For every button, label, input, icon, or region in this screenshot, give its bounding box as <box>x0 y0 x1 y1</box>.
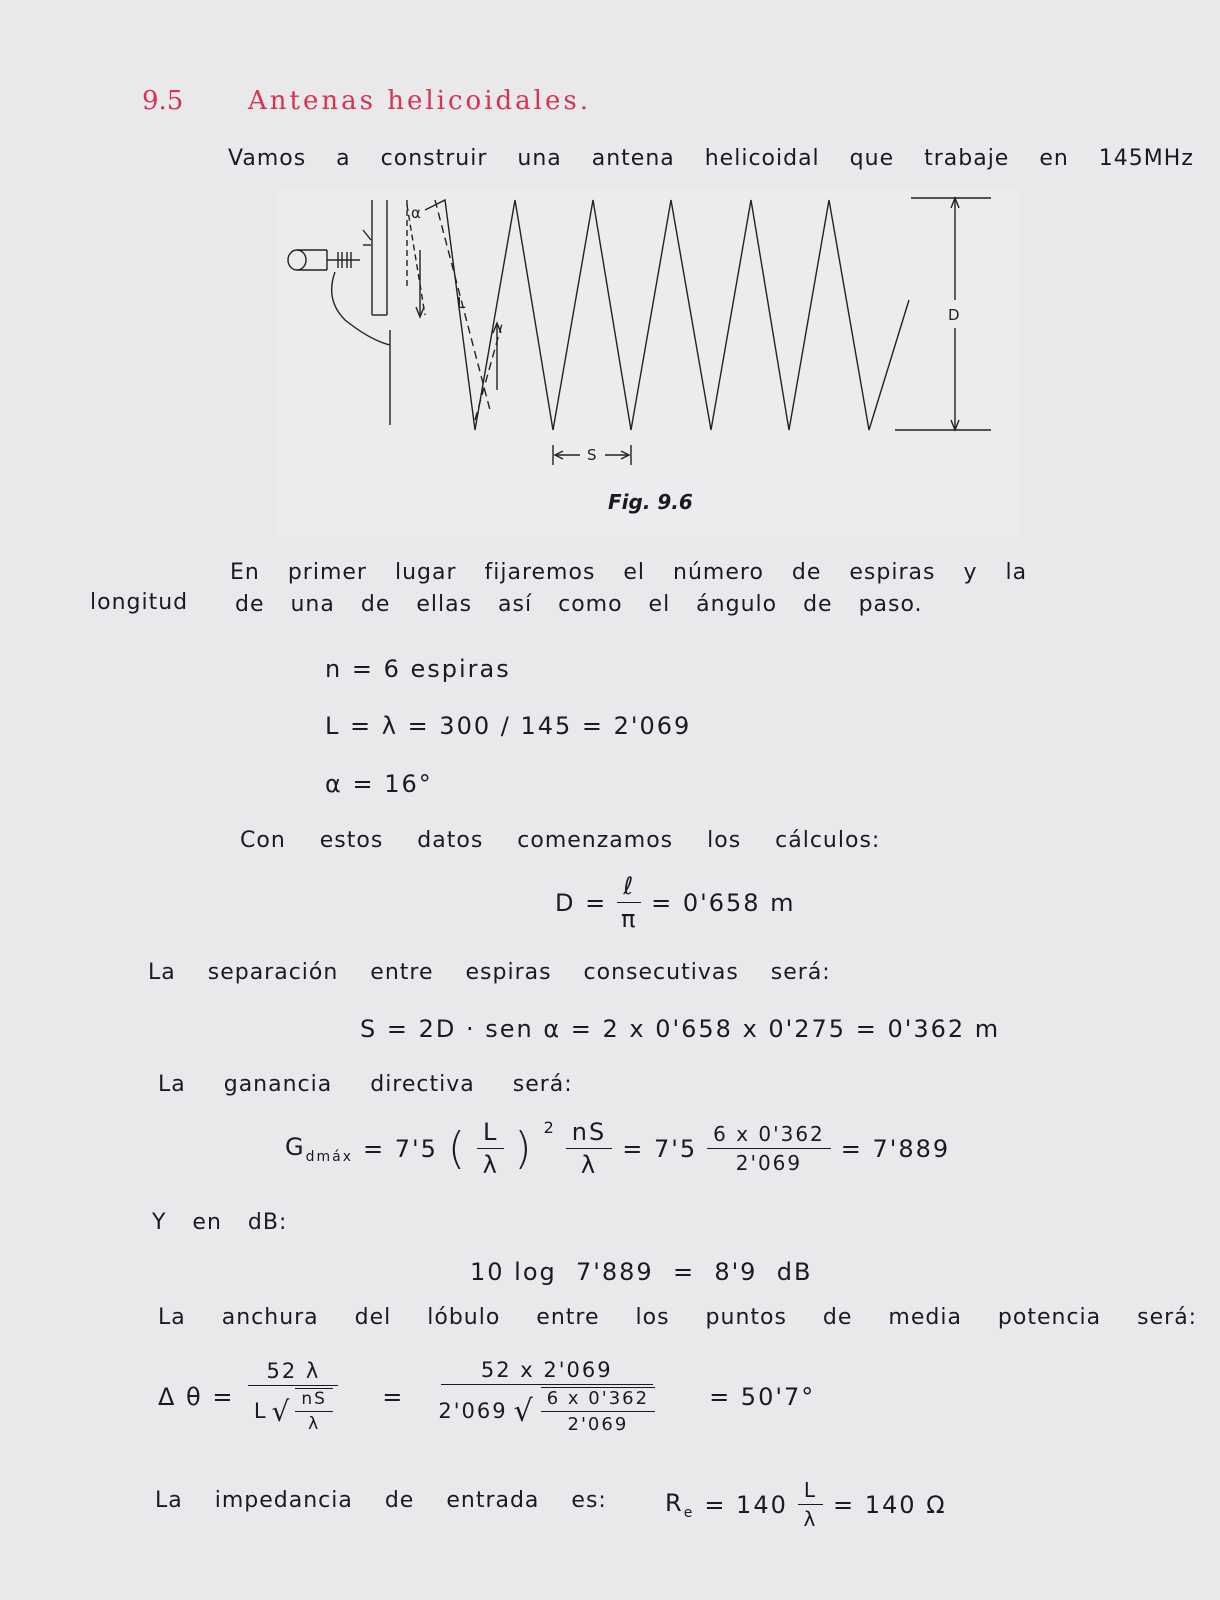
db-equation: 10 log 7'889 = 8'9 dB <box>470 1258 813 1286</box>
helix-antenna-diagram <box>275 190 1020 535</box>
D-eq-num: ℓ <box>617 872 641 903</box>
D-label: D <box>948 306 960 324</box>
S-label: S <box>587 446 597 464</box>
coax-end <box>288 250 306 270</box>
param-n: n = 6 espiras <box>325 655 511 683</box>
imp-intro: La impedancia de entrada es: <box>155 1488 607 1513</box>
imp-result: = 140 Ω <box>833 1490 947 1519</box>
gain-f3-num: 6 x 0'362 <box>707 1122 831 1149</box>
gain-equation: $G_{dmáx}$ = 7'5 ( $\frac{L}{\lambda}$ ) $^2$ $\frac{nS}{\lambda}$ = 7'5 $\frac{6 x 0'362}{2'069}$ = 7'889 <box>285 1118 951 1179</box>
imp-lhs: R <box>665 1488 684 1517</box>
imp-lhs-sub: e <box>683 1504 695 1521</box>
figure-caption: Fig. 9.6 <box>608 490 693 514</box>
sep-intro: La separación entre espiras consecutivas será: <box>148 960 831 985</box>
beam-equation: Δ θ = 52 λ L √ $\frac{nS}{\lambda}$ = 52 x 2'069 2'069 √ $\frac{6 x 0'362}{2'069}$ = 50'7° <box>158 1358 816 1435</box>
D-equation <box>555 872 796 933</box>
gain-paren-num: L <box>477 1118 504 1149</box>
S-equation: S = 2D · sen α = 2 x 0'658 x 0'275 = 0'362 m <box>360 1015 1001 1043</box>
section-title: Antenas helicoidales. <box>248 86 591 116</box>
gain-f2-den: λ <box>580 1151 598 1179</box>
gain-result: = 7'889 <box>840 1134 951 1163</box>
para1-line1: En primer lugar fijaremos el número de espiras y la <box>230 560 1028 585</box>
param-alpha: α = 16° <box>325 770 433 798</box>
param-L: L = λ = 300 / 145 = 2'069 <box>325 712 692 740</box>
L-label: L <box>457 294 466 312</box>
alpha-label: α <box>411 204 421 222</box>
imp-eq: = 140 <box>704 1490 788 1519</box>
D-eq-lhs: D = <box>555 888 608 917</box>
gain-f2-num: nS <box>566 1118 612 1149</box>
gain-f3-den: 2'069 <box>735 1151 803 1175</box>
para1-longitud: longitud <box>90 590 189 615</box>
beam-lhs: Δ θ = <box>158 1382 235 1411</box>
beam-f2-rad-num: 6 x 0'362 <box>541 1388 655 1412</box>
beam-f2-den-left: 2'069 <box>438 1399 508 1423</box>
beam-result: = 50'7° <box>709 1382 816 1411</box>
helix-figure <box>275 190 1020 535</box>
para1-line2: de una de ellas así como el ángulo de paso. <box>235 592 923 617</box>
beam-f2-num: 52 x 2'069 <box>441 1358 653 1385</box>
gain-intro: La ganancia directiva será: <box>158 1072 573 1097</box>
imp-num: L <box>798 1478 823 1505</box>
gain-eq1: = 7'5 <box>363 1134 438 1163</box>
gain-paren-den: λ <box>482 1151 499 1179</box>
db-intro: Y en dB: <box>152 1210 288 1235</box>
imp-den: λ <box>803 1507 818 1531</box>
section-number: 9.5 <box>142 86 184 116</box>
D-eq-den: π <box>620 905 638 933</box>
gain-power: 2 <box>543 1118 556 1137</box>
beam-f1-den-L: L <box>253 1399 268 1423</box>
beam-intro: La anchura del lóbulo entre los puntos de media potencia será: <box>158 1305 1198 1330</box>
beam-f1-num: 52 λ <box>248 1359 338 1386</box>
D-eq-rhs: = 0'658 m <box>651 888 796 917</box>
intro-text: Vamos a construir una antena helicoidal que trabaje en 145MHz <box>228 146 1194 171</box>
beam-f1-rad-num: nS <box>295 1389 333 1412</box>
gain-lhs: G <box>285 1132 306 1161</box>
beam-f1-rad-den: λ <box>308 1414 321 1434</box>
calc-intro: Con estos datos comenzamos los cálculos: <box>240 828 881 853</box>
gain-eq2: = 7'5 <box>622 1134 698 1163</box>
beam-eq: = <box>382 1382 405 1411</box>
gain-lhs-sub: dmáx <box>305 1148 353 1165</box>
imp-equation <box>665 1478 947 1531</box>
beam-f2-rad-den: 2'069 <box>567 1414 629 1435</box>
